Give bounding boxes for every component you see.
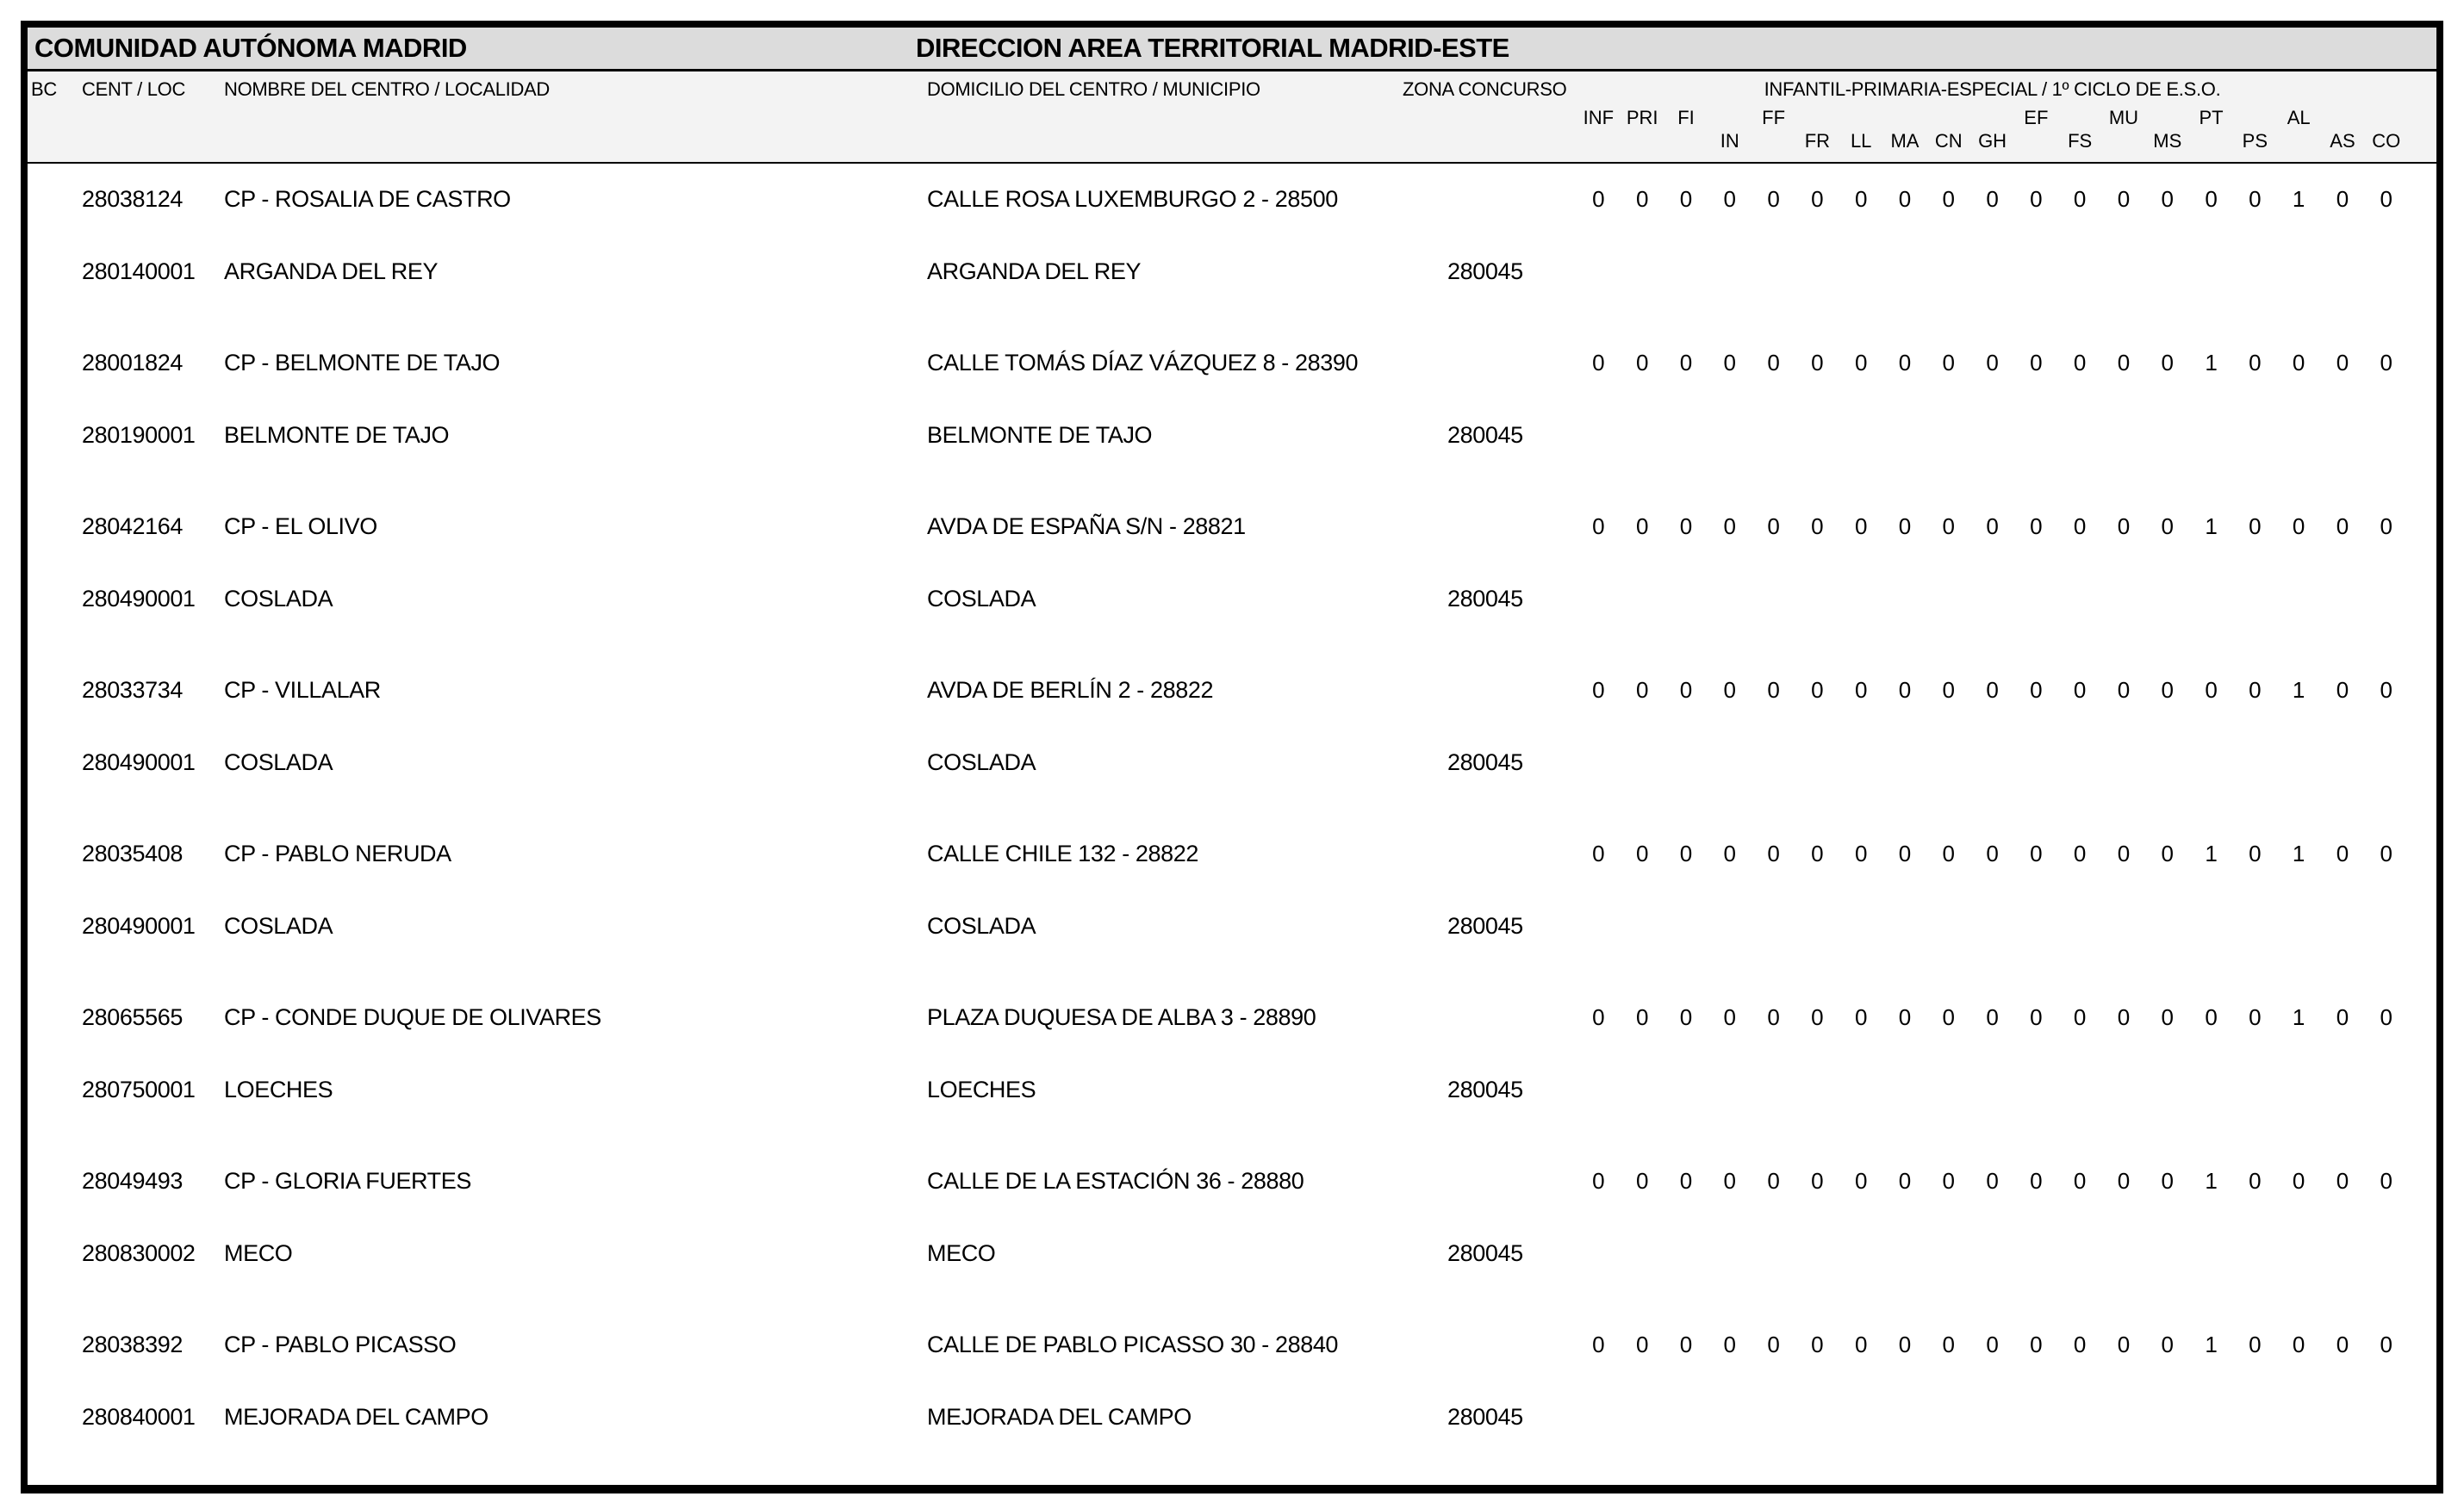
value-cell-mu: 0 xyxy=(2117,841,2131,866)
municipality-name: COSLADA xyxy=(927,586,1036,612)
value-cell-pt: 0 xyxy=(2205,186,2218,212)
center-code: 28065565 xyxy=(82,1004,183,1030)
value-cell-inf: 0 xyxy=(1592,841,1605,866)
value-cell-mu: 0 xyxy=(2117,1332,2131,1357)
subject-values xyxy=(1577,677,2408,704)
value-cell-ff: 0 xyxy=(1767,350,1780,376)
locality-line xyxy=(28,258,2436,288)
locality-code: 280840001 xyxy=(82,1404,196,1430)
title-bar xyxy=(28,28,2436,71)
value-cell-pt: 1 xyxy=(2205,350,2218,376)
center-name: CP - GLORIA FUERTES xyxy=(224,1168,471,1194)
value-cell-pt: 1 xyxy=(2205,513,2218,539)
column-label-spacer xyxy=(2145,107,2189,129)
value-cell-fr: 0 xyxy=(1811,677,1824,703)
column-label-spacer xyxy=(2321,107,2365,129)
value-cell-ps: 0 xyxy=(2249,186,2262,212)
value-cell-inf: 0 xyxy=(1592,1168,1605,1194)
value-cell-fr: 0 xyxy=(1811,350,1824,376)
column-label-spacer xyxy=(1708,107,1752,129)
column-label-nombre: NOMBRE DEL CENTRO / LOCALIDAD xyxy=(224,78,550,100)
value-cell-pt: 0 xyxy=(2205,1004,2218,1030)
table-row xyxy=(28,829,2436,992)
value-cell-gh: 0 xyxy=(1986,1004,1999,1030)
value-cell-gh: 0 xyxy=(1986,1168,1999,1194)
value-cell-fr: 0 xyxy=(1811,1168,1824,1194)
value-cell-al: 1 xyxy=(2292,1004,2305,1030)
locality-name: COSLADA xyxy=(224,586,333,612)
value-cell-co: 0 xyxy=(2380,513,2392,539)
column-label-ma: MA xyxy=(1890,130,1920,152)
center-line xyxy=(28,350,2436,379)
value-cell-cn: 0 xyxy=(1942,677,1955,703)
value-cell-ll: 0 xyxy=(1854,1004,1868,1030)
center-line xyxy=(28,677,2436,706)
table-row xyxy=(28,1320,2436,1483)
value-cell-gh: 0 xyxy=(1986,186,1999,212)
value-cell-ma: 0 xyxy=(1898,677,1912,703)
subject-values xyxy=(1577,513,2408,540)
subject-values xyxy=(1577,1004,2408,1031)
value-cell-al: 0 xyxy=(2292,1168,2305,1194)
column-label-zona-concurso: ZONA CONCURSO xyxy=(1403,78,1567,100)
column-header-row xyxy=(28,71,2436,164)
locality-name: COSLADA xyxy=(224,749,333,775)
center-code: 28033734 xyxy=(82,677,183,703)
locality-code: 280490001 xyxy=(82,586,196,612)
locality-line xyxy=(28,586,2436,615)
value-cell-ms: 0 xyxy=(2161,677,2174,703)
value-cell-ff: 0 xyxy=(1767,841,1780,866)
value-cell-in: 0 xyxy=(1723,1168,1737,1194)
center-line xyxy=(28,1332,2436,1361)
value-cell-ps: 0 xyxy=(2249,1332,2262,1357)
value-cell-al: 1 xyxy=(2292,841,2305,866)
value-cell-fr: 0 xyxy=(1811,513,1824,539)
zone-code: 280045 xyxy=(1447,1240,1523,1266)
value-cell-mu: 0 xyxy=(2117,1004,2131,1030)
value-cell-fs: 0 xyxy=(2073,1168,2087,1194)
value-cell-co: 0 xyxy=(2380,1004,2392,1030)
column-label-ff: FF xyxy=(1762,107,1786,128)
value-cell-ms: 0 xyxy=(2161,1168,2174,1194)
value-cell-as: 0 xyxy=(2336,841,2349,866)
value-cell-fi: 0 xyxy=(1679,1332,1693,1357)
value-cell-inf: 0 xyxy=(1592,350,1605,376)
center-name: CP - PABLO NERUDA xyxy=(224,841,451,866)
column-label-co: CO xyxy=(2372,130,2401,152)
value-cell-mu: 0 xyxy=(2117,186,2131,212)
value-cell-ma: 0 xyxy=(1898,186,1912,212)
value-cell-fi: 0 xyxy=(1679,1004,1693,1030)
value-cell-pt: 1 xyxy=(2205,1332,2218,1357)
value-cell-fs: 0 xyxy=(2073,350,2087,376)
value-cell-in: 0 xyxy=(1723,841,1737,866)
column-label-spacer xyxy=(2277,130,2321,152)
value-cell-cn: 0 xyxy=(1942,1168,1955,1194)
column-label-mu: MU xyxy=(2108,107,2139,128)
value-cell-ef: 0 xyxy=(2030,1332,2043,1357)
column-label-spacer xyxy=(1664,130,1708,152)
value-cell-cn: 0 xyxy=(1942,350,1955,376)
value-cell-fs: 0 xyxy=(2073,186,2087,212)
center-address: AVDA DE BERLÍN 2 - 28822 xyxy=(927,677,1214,703)
locality-code: 280490001 xyxy=(82,749,196,775)
table-row xyxy=(28,174,2436,338)
municipality-name: BELMONTE DE TAJO xyxy=(927,422,1153,448)
center-line xyxy=(28,513,2436,543)
locality-name: BELMONTE DE TAJO xyxy=(224,422,450,448)
value-cell-ms: 0 xyxy=(2161,513,2174,539)
value-cell-fi: 0 xyxy=(1679,350,1693,376)
column-label-bc: BC xyxy=(31,78,57,100)
value-cell-ff: 0 xyxy=(1767,1332,1780,1357)
column-label-in: IN xyxy=(1720,130,1739,152)
value-cell-as: 0 xyxy=(2336,513,2349,539)
center-code: 28035408 xyxy=(82,841,183,866)
subject-values xyxy=(1577,186,2408,213)
column-label-ef: EF xyxy=(2024,107,2049,128)
municipality-name: MEJORADA DEL CAMPO xyxy=(927,1404,1192,1430)
column-label-spacer xyxy=(2014,130,2058,152)
column-group-label: INFANTIL-PRIMARIA-ESPECIAL / 1º CICLO DE E.S.O. xyxy=(1764,78,2221,100)
subject-values xyxy=(1577,841,2408,867)
municipality-name: COSLADA xyxy=(927,913,1036,939)
column-label-domicilio: DOMICILIO DEL CENTRO / MUNICIPIO xyxy=(927,78,1260,100)
column-label-spacer xyxy=(2102,130,2146,152)
value-cell-gh: 0 xyxy=(1986,677,1999,703)
value-cell-in: 0 xyxy=(1723,350,1737,376)
center-code: 28038392 xyxy=(82,1332,183,1357)
value-cell-ff: 0 xyxy=(1767,1004,1780,1030)
value-cell-in: 0 xyxy=(1723,186,1737,212)
center-address: CALLE DE LA ESTACIÓN 36 - 28880 xyxy=(927,1168,1304,1194)
zone-code: 280045 xyxy=(1447,913,1523,939)
value-cell-ma: 0 xyxy=(1898,1168,1912,1194)
value-cell-ma: 0 xyxy=(1898,1004,1912,1030)
value-cell-ff: 0 xyxy=(1767,513,1780,539)
locality-line xyxy=(28,422,2436,451)
value-cell-as: 0 xyxy=(2336,186,2349,212)
subject-values xyxy=(1577,350,2408,376)
column-label-spacer xyxy=(1621,130,1664,152)
value-cell-pt: 1 xyxy=(2205,1168,2218,1194)
column-label-spacer xyxy=(1752,130,1795,152)
value-cell-ef: 0 xyxy=(2030,841,2043,866)
table-body xyxy=(28,164,2436,1483)
center-address: CALLE ROSA LUXEMBURGO 2 - 28500 xyxy=(927,186,1338,212)
center-code: 28001824 xyxy=(82,350,183,376)
column-label-spacer xyxy=(1839,107,1883,129)
column-label-spacer xyxy=(2364,107,2408,129)
value-cell-co: 0 xyxy=(2380,350,2392,376)
value-cell-ff: 0 xyxy=(1767,186,1780,212)
center-address: PLAZA DUQUESA DE ALBA 3 - 28890 xyxy=(927,1004,1316,1030)
locality-code: 280140001 xyxy=(82,258,196,284)
center-address: CALLE TOMÁS DÍAZ VÁZQUEZ 8 - 28390 xyxy=(927,350,1359,376)
locality-line xyxy=(28,1404,2436,1433)
value-cell-cn: 0 xyxy=(1942,1332,1955,1357)
value-cell-as: 0 xyxy=(2336,1168,2349,1194)
column-label-spacer xyxy=(1970,107,2014,129)
value-cell-inf: 0 xyxy=(1592,186,1605,212)
subject-values xyxy=(1577,1332,2408,1358)
table-row xyxy=(28,501,2436,665)
column-label-fs: FS xyxy=(2068,130,2093,152)
column-label-fi: FI xyxy=(1677,107,1695,128)
column-label-spacer xyxy=(1883,107,1927,129)
center-name: CP - CONDE DUQUE DE OLIVARES xyxy=(224,1004,601,1030)
zone-code: 280045 xyxy=(1447,422,1523,448)
column-label-spacer xyxy=(2233,107,2277,129)
value-cell-pt: 0 xyxy=(2205,677,2218,703)
value-cell-co: 0 xyxy=(2380,1332,2392,1357)
value-cell-fs: 0 xyxy=(2073,1332,2087,1357)
column-label-inf: INF xyxy=(1583,107,1615,128)
column-label-spacer xyxy=(1577,130,1621,152)
column-label-ps: PS xyxy=(2242,130,2268,152)
column-label-ms: MS xyxy=(2153,130,2182,152)
value-cell-al: 0 xyxy=(2292,1332,2305,1357)
table-row xyxy=(28,338,2436,501)
value-cell-in: 0 xyxy=(1723,1004,1737,1030)
value-cell-ef: 0 xyxy=(2030,350,2043,376)
zone-code: 280045 xyxy=(1447,258,1523,284)
report-sheet xyxy=(21,21,2443,1493)
value-cell-co: 0 xyxy=(2380,841,2392,866)
column-label-spacer xyxy=(1926,107,1970,129)
value-cell-mu: 0 xyxy=(2117,1168,2131,1194)
center-address: CALLE DE PABLO PICASSO 30 - 28840 xyxy=(927,1332,1339,1357)
value-cell-ff: 0 xyxy=(1767,677,1780,703)
column-label-cent-loc: CENT / LOC xyxy=(82,78,186,100)
value-cell-cn: 0 xyxy=(1942,841,1955,866)
value-cell-ef: 0 xyxy=(2030,1004,2043,1030)
center-name: CP - VILLALAR xyxy=(224,677,381,703)
value-cell-fr: 0 xyxy=(1811,1332,1824,1357)
value-cell-ms: 0 xyxy=(2161,841,2174,866)
column-label-gh: GH xyxy=(1978,130,2007,152)
center-name: CP - EL OLIVO xyxy=(224,513,377,539)
locality-code: 280490001 xyxy=(82,913,196,939)
value-cell-ps: 0 xyxy=(2249,677,2262,703)
zone-code: 280045 xyxy=(1447,1077,1523,1102)
zone-code: 280045 xyxy=(1447,586,1523,612)
value-cell-pri: 0 xyxy=(1635,1004,1649,1030)
value-cell-fs: 0 xyxy=(2073,677,2087,703)
subject-columns-top-row xyxy=(1577,107,2408,129)
value-cell-ef: 0 xyxy=(2030,677,2043,703)
column-label-spacer xyxy=(2058,107,2102,129)
table-row xyxy=(28,1156,2436,1320)
value-cell-gh: 0 xyxy=(1986,513,1999,539)
value-cell-mu: 0 xyxy=(2117,350,2131,376)
locality-code: 280750001 xyxy=(82,1077,196,1102)
value-cell-fs: 0 xyxy=(2073,841,2087,866)
value-cell-ll: 0 xyxy=(1854,1168,1868,1194)
municipality-name: COSLADA xyxy=(927,749,1036,775)
value-cell-ma: 0 xyxy=(1898,841,1912,866)
value-cell-al: 0 xyxy=(2292,350,2305,376)
value-cell-ll: 0 xyxy=(1854,841,1868,866)
value-cell-as: 0 xyxy=(2336,1332,2349,1357)
column-label-spacer xyxy=(2189,130,2233,152)
value-cell-gh: 0 xyxy=(1986,1332,1999,1357)
value-cell-al: 1 xyxy=(2292,677,2305,703)
column-label-al: AL xyxy=(2287,107,2311,128)
value-cell-co: 0 xyxy=(2380,186,2392,212)
value-cell-pri: 0 xyxy=(1635,513,1649,539)
center-code: 28038124 xyxy=(82,186,183,212)
value-cell-ll: 0 xyxy=(1854,350,1868,376)
locality-name: COSLADA xyxy=(224,913,333,939)
locality-line xyxy=(28,1240,2436,1270)
value-cell-ll: 0 xyxy=(1854,677,1868,703)
center-address: AVDA DE ESPAÑA S/N - 28821 xyxy=(927,513,1246,539)
value-cell-ms: 0 xyxy=(2161,1004,2174,1030)
center-name: CP - BELMONTE DE TAJO xyxy=(224,350,501,376)
value-cell-ll: 0 xyxy=(1854,1332,1868,1357)
value-cell-ms: 0 xyxy=(2161,1332,2174,1357)
value-cell-ll: 0 xyxy=(1854,513,1868,539)
value-cell-fs: 0 xyxy=(2073,513,2087,539)
value-cell-gh: 0 xyxy=(1986,350,1999,376)
value-cell-in: 0 xyxy=(1723,677,1737,703)
column-label-pri: PRI xyxy=(1626,107,1658,128)
locality-name: ARGANDA DEL REY xyxy=(224,258,439,284)
locality-code: 280830002 xyxy=(82,1240,196,1266)
locality-name: MECO xyxy=(224,1240,293,1266)
value-cell-inf: 0 xyxy=(1592,513,1605,539)
value-cell-ma: 0 xyxy=(1898,1332,1912,1357)
value-cell-in: 0 xyxy=(1723,1332,1737,1357)
municipality-name: ARGANDA DEL REY xyxy=(927,258,1142,284)
subject-columns-bottom-row xyxy=(1577,130,2408,152)
region-title: COMUNIDAD AUTÓNOMA MADRID xyxy=(34,33,467,63)
value-cell-ef: 0 xyxy=(2030,513,2043,539)
center-code: 28042164 xyxy=(82,513,183,539)
value-cell-cn: 0 xyxy=(1942,186,1955,212)
zone-code: 280045 xyxy=(1447,749,1523,775)
value-cell-fi: 0 xyxy=(1679,186,1693,212)
center-address: CALLE CHILE 132 - 28822 xyxy=(927,841,1198,866)
value-cell-as: 0 xyxy=(2336,1004,2349,1030)
column-label-ll: LL xyxy=(1850,130,1872,152)
value-cell-ps: 0 xyxy=(2249,1168,2262,1194)
value-cell-pt: 1 xyxy=(2205,841,2218,866)
value-cell-in: 0 xyxy=(1723,513,1737,539)
value-cell-ff: 0 xyxy=(1767,1168,1780,1194)
value-cell-mu: 0 xyxy=(2117,677,2131,703)
value-cell-fi: 0 xyxy=(1679,513,1693,539)
column-label-as: AS xyxy=(2330,130,2355,152)
value-cell-ps: 0 xyxy=(2249,841,2262,866)
area-title: DIRECCION AREA TERRITORIAL MADRID-ESTE xyxy=(916,33,1509,63)
value-cell-fs: 0 xyxy=(2073,1004,2087,1030)
value-cell-fr: 0 xyxy=(1811,1004,1824,1030)
value-cell-ef: 0 xyxy=(2030,186,2043,212)
value-cell-cn: 0 xyxy=(1942,513,1955,539)
value-cell-ms: 0 xyxy=(2161,350,2174,376)
value-cell-al: 1 xyxy=(2292,186,2305,212)
municipality-name: MECO xyxy=(927,1240,996,1266)
value-cell-fi: 0 xyxy=(1679,1168,1693,1194)
column-label-spacer xyxy=(1795,107,1839,129)
center-name: CP - PABLO PICASSO xyxy=(224,1332,457,1357)
municipality-name: LOECHES xyxy=(927,1077,1036,1102)
column-label-pt: PT xyxy=(2199,107,2224,128)
value-cell-inf: 0 xyxy=(1592,1004,1605,1030)
subject-values xyxy=(1577,1168,2408,1195)
value-cell-as: 0 xyxy=(2336,677,2349,703)
value-cell-mu: 0 xyxy=(2117,513,2131,539)
value-cell-gh: 0 xyxy=(1986,841,1999,866)
table-row xyxy=(28,665,2436,829)
value-cell-ps: 0 xyxy=(2249,1004,2262,1030)
locality-line xyxy=(28,1077,2436,1106)
value-cell-pri: 0 xyxy=(1635,677,1649,703)
value-cell-pri: 0 xyxy=(1635,350,1649,376)
value-cell-as: 0 xyxy=(2336,350,2349,376)
locality-name: LOECHES xyxy=(224,1077,333,1102)
center-line xyxy=(28,841,2436,870)
center-line xyxy=(28,1168,2436,1197)
value-cell-ma: 0 xyxy=(1898,513,1912,539)
zone-code: 280045 xyxy=(1447,1404,1523,1430)
column-label-cn: CN xyxy=(1934,130,1963,152)
locality-name: MEJORADA DEL CAMPO xyxy=(224,1404,488,1430)
value-cell-ps: 0 xyxy=(2249,513,2262,539)
value-cell-fr: 0 xyxy=(1811,841,1824,866)
table-row xyxy=(28,992,2436,1156)
value-cell-fr: 0 xyxy=(1811,186,1824,212)
column-label-fr: FR xyxy=(1804,130,1831,152)
value-cell-cn: 0 xyxy=(1942,1004,1955,1030)
center-line xyxy=(28,186,2436,215)
locality-code: 280190001 xyxy=(82,422,196,448)
value-cell-pri: 0 xyxy=(1635,841,1649,866)
value-cell-pri: 0 xyxy=(1635,186,1649,212)
value-cell-al: 0 xyxy=(2292,513,2305,539)
value-cell-inf: 0 xyxy=(1592,677,1605,703)
locality-line xyxy=(28,913,2436,942)
value-cell-ef: 0 xyxy=(2030,1168,2043,1194)
value-cell-co: 0 xyxy=(2380,1168,2392,1194)
value-cell-pri: 0 xyxy=(1635,1168,1649,1194)
center-code: 28049493 xyxy=(82,1168,183,1194)
value-cell-pri: 0 xyxy=(1635,1332,1649,1357)
locality-line xyxy=(28,749,2436,779)
value-cell-ps: 0 xyxy=(2249,350,2262,376)
value-cell-fi: 0 xyxy=(1679,841,1693,866)
center-name: CP - ROSALIA DE CASTRO xyxy=(224,186,511,212)
value-cell-ma: 0 xyxy=(1898,350,1912,376)
value-cell-fi: 0 xyxy=(1679,677,1693,703)
value-cell-ms: 0 xyxy=(2161,186,2174,212)
center-line xyxy=(28,1004,2436,1034)
value-cell-ll: 0 xyxy=(1854,186,1868,212)
value-cell-co: 0 xyxy=(2380,677,2392,703)
value-cell-inf: 0 xyxy=(1592,1332,1605,1357)
